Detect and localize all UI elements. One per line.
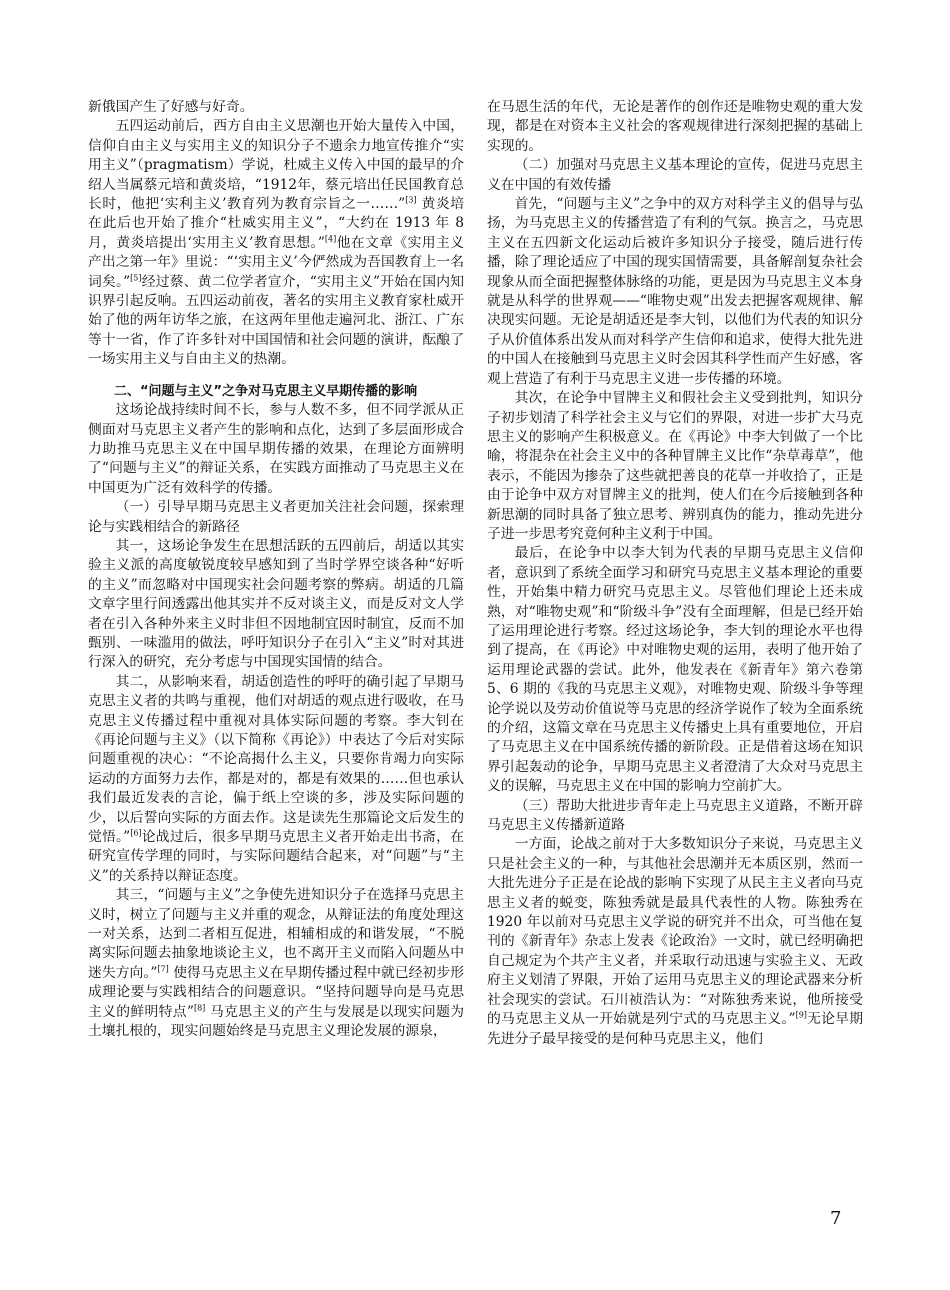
citation-ref: [4] (324, 234, 337, 244)
paragraph: 其二，从影响来看，胡适创造性的呼吁的确引起了早期马克思主义者的共鸣与重视，他们对胡适的观点进行吸收，在马克思主义传播过程中重视对具体实际问题的考察。李大钊在《再论问题与主义》（以下简称《再论》）中表达了今后对实际问题重视的决心：“不论高揭什么主义，只要你肯竭力向实际运动的方面努力去作，都是对的，都是有效果的……但也承认我们最近发表的言论，偏于纸上空谈的多，涉及实际问题的少，以后誓向实际的方面去作。这是读先生那篇论文后发生的觉悟。”[6]论战过后，很多早期马克思主义者开始走出书斋，在研究宣传学理的同时，与实际问题结合起来，对“问题”与“主义”的关系持以辩证态度。 (88, 673, 465, 884)
paragraph: 这场论战持续时间不长，参与人数不多，但不同学派从正侧面对马克思主义者产生的影响和点化，达到了多层面形成合力助推马克思主义在中国早期传播的效果，在理论方面辨明了“问题与主义”的辩证关系，在实践方面推动了马克思主义在中国更为广泛有效科学的传播。 (88, 402, 464, 496)
citation-ref: [8] (193, 1003, 206, 1013)
paragraph: 五四运动前后，西方自由主义思潮也开始大量传入中国，信仰自由主义与实用主义的知识分子不遗余力地宣传推介“实用主义”（pragmatism）学说，杜威主义传入中国的最早的介绍人当属蔡元培和黄炎培，“1912年，蔡元培出任民国教育总长时，他把‘实利主义’教育列为教育宗旨之一……”[3] 黄炎培在此后也开始了推介“杜威实用主义”，“大约在 1913 年 8 月，黄炎培提出‘实用主义’教育思想。”[4]他在文章《实用主义产出之第一年》里说：“‘实用主义’今俨然成为吾国教育上一名词矣。”[5]经过蔡、黄二位学者宣介，“实用主义”开始在国内知识界引起反响。五四运动前夜，著名的实用主义教育家杜威开始了他的两年访华之旅，在这两年里他走遍河北、浙江、广东等十一省，作了许多针对中国国情和社会问题的演讲，酝酿了一场实用主义与自由主义的热潮。 (88, 118, 465, 368)
citation-ref: [6] (130, 828, 142, 838)
paragraph: 其一，这场论争发生在思想活跃的五四前后，胡适以其实验主义派的高度敏锐度较早感知到了当时学界空谈各种“好听的主义”而忽略对中国现实社会问题考察的弊病。胡适的几篇文章字里行间透露出他其实并不反对谈主义，而是反对文人学者在引入各种外来主义时非但不因地制宜因时制宜，反而不加甄别、一味滥用的做法，呼吁知识分子在引入“主义”时对其进行深入的研究，充分考虑与中国现实国情的结合。 (88, 537, 464, 671)
subsection-heading: （三）帮助大批进步青年走上马克思主义道路，不断开辟马克思主义传播新道路 (487, 797, 863, 834)
page-number: 7 (830, 1208, 842, 1229)
paragraph: 首先，“问题与主义”之争中的双方对科学主义的倡导与弘扬，为马克思主义的传播营造了有利的气氛。换言之，马克思主义在五四新文化运动后被许多知识分子接受，随后进行传播，除了理论适应了中国的现实国情需要，具备解剖复杂社会现象从而全面把握整体脉络的功能，更是因为马克思主义本身就是从科学的世界观——“唯物史观”出发去把握客观规律、解决现实问题。无论是胡适还是李大钊，以他们为代表的知识分子从价值体系出发从而对科学产生信仰和追求，使得大批先进的中国人在接触到马克思主义时会因其科学性而产生好感，客观上营造了有利于马克思主义进一步传播的环境。 (487, 196, 863, 387)
citation-ref: [9] (795, 1010, 807, 1020)
paragraph: 在马恩生活的年代，无论是著作的创作还是唯物史观的重大发现，都是在对资本主义社会的客观规律进行深刻把握的基础上实现的。 (487, 99, 863, 154)
right-column (487, 98, 863, 1049)
subsection-heading: （二）加强对马克思主义基本理论的宣传，促进马克思主义在中国的有效传播 (487, 157, 863, 193)
subsection-heading: （一）引导早期马克思主义者更加关注社会问题，探索理论与实践相结合的新路径 (88, 499, 464, 535)
paragraph: 其次，在论争中冒牌主义和假社会主义受到批判，知识分子初步划清了科学社会主义与它们的界限，对进一步扩大马克思主义的影响产生积极意义。在《再论》中李大钊做了一个比喻，将混杂在社会主义中的各种冒牌主义比作“杂草毒草”，他表示，不能因为掺杂了这些就把善良的花草一并收拾了，正是由于论争中双方对冒牌主义的批判，使人们在今后接触到各种新思潮的同时具备了独立思考、辨别真伪的能力，推动先进分子进一步思考究竟何种主义利于中国。 (487, 390, 863, 542)
paragraph: 其三，“问题与主义”之争使先进知识分子在选择马克思主义时，树立了问题与主义并重的观念，从辩证法的角度处理这一对关系，达到二者相互促进，相辅相成的和谐发展，“不脱离实际问题去抽象地谈论主义，也不离开主义而陷入问题丛中迷失方向。”[7] 使得马克思主义在早期传播过程中就已经初步形成理论要与实践相结合的问题意识。“坚持问题导向是马克思主义的鲜明特点”[8] 马克思主义的产生与发展是以现实问题为土壤扎根的，现实问题始终是马克思主义理论发展的源泉， (88, 887, 464, 1040)
section-heading: 二、“问题与主义”之争对马克思主义早期传播的影响 (114, 383, 418, 399)
paragraph: 一方面，论战之前对于大多数知识分子来说，马克思主义只是社会主义的一种，与其他社会思潮并无本质区别，然而一大批先进分子正是在论战的影响下实现了从民主主义者向马克思主义者的蜕变，陈独秀就是最具代表性的人物。陈独秀在 1920 年以前对马克思主义学说的研究并不出众，可当他在复刊的《新青年》杂志上发表《论政治》一文时，就已经明确把自己规定为个共产主义者，并采取行动迅速与实验主义、无政府主义划清了界限，开始了运用马克思主义的理论武器来分析社会现实的尝试。石川祯浩认为：“对陈独秀来说，他所接受的马克思主义从一开始就是列宁式的马克思主义。”[9]无论早期先进分子最早接受的是何种马克思主义，他们 (487, 836, 863, 1047)
paragraph: 最后，在论争中以李大钊为代表的早期马克思主义信仰者，意识到了系统全面学习和研究马克思主义基本理论的重要性，开始集中精力研究马克思主义。尽管他们理论上还未成熟，对“唯物史观”和“阶级斗争”没有全面理解，但是已经开始了运用理论进行考察。经过这场论争，李大钊的理论水平也得到了提高，在《再论》中对唯物史观的运用，表明了他开始了运用理论武器的尝试。此外，他发表在《新青年》第六卷第 5、6 期的《我的马克思主义观》，对唯物史观、阶级斗争等理论学说以及劳动价值说等马克思的经济学说作了较为全面系统的介绍，这篇文章在马克思主义传播史上具有重要地位，开启了马克思主义在中国系统传播的新阶段。正是借着这场在知识界引起轰动的论争，早期马克思主义者澄清了大众对马克思主义的误解，马克思主义在中国的影响力空前扩大。 (487, 545, 863, 795)
citation-ref: [7] (157, 964, 169, 974)
citation-ref: [3] (405, 195, 417, 205)
citation-ref: [5] (130, 273, 142, 283)
left-column (88, 98, 464, 1042)
paragraph: 新俄国产生了好感与好奇。 (88, 99, 254, 115)
